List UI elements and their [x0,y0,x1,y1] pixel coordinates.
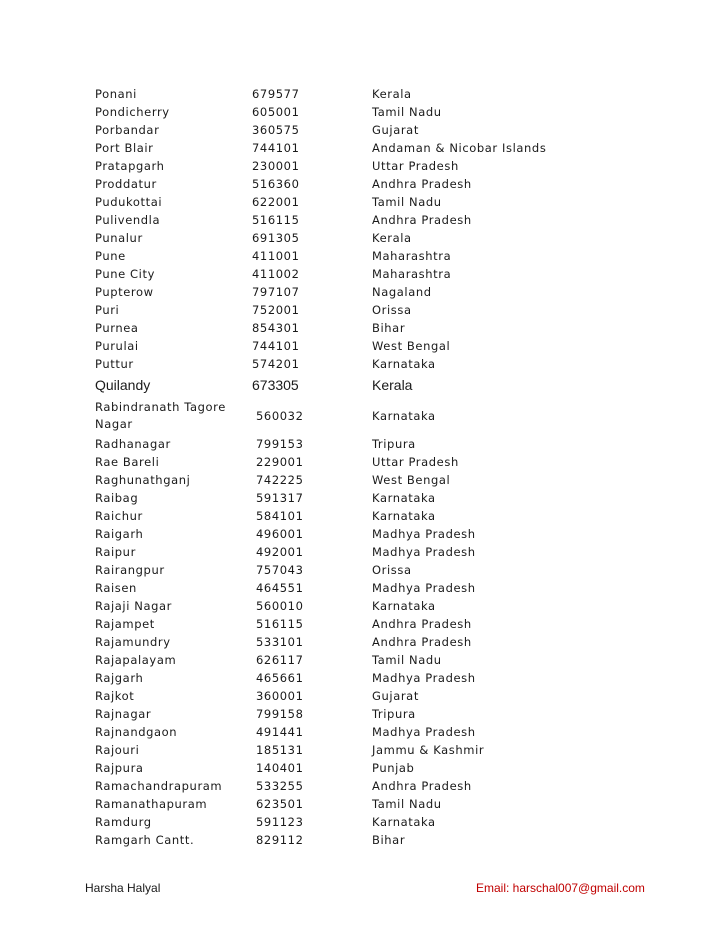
pincode-cell: 679577 [252,87,300,101]
table-row [95,615,632,633]
state-cell: Karnataka [372,491,436,505]
table-row [95,85,632,103]
table-row [95,193,632,211]
table-row [95,489,632,507]
city-cell: Ramgarh Cantt. [95,833,195,847]
pincode-cell: 411001 [252,249,300,263]
city-cell: Proddatur [95,177,157,191]
pincode-cell: 574201 [252,357,300,371]
table-row [95,777,632,795]
state-cell: Karnataka [372,815,436,829]
city-cell: Pratapgarh [95,159,165,173]
pincode-cell: 464551 [256,581,304,595]
state-cell: Orissa [372,563,412,577]
pincode-cell: 752001 [252,303,300,317]
table-row [95,813,632,831]
table-row [95,561,632,579]
state-cell: Maharashtra [372,267,452,281]
state-cell: Orissa [372,303,412,317]
state-cell: Tripura [372,707,416,721]
pincode-cell: 465661 [256,671,304,685]
state-cell: Punjab [372,761,415,775]
table-row [95,507,632,525]
state-cell: Andaman & Nicobar Islands [372,141,547,155]
city-cell: Raichur [95,509,143,523]
table-row [95,157,632,175]
city-cell: Rajaji Nagar [95,599,172,613]
city-cell: Port Blair [95,141,154,155]
pincode-cell: 229001 [256,455,304,469]
pincode-cell: 744101 [252,339,300,353]
pincode-cell: 854301 [252,321,300,335]
table-row [95,633,632,651]
city-cell: Rajampet [95,617,155,631]
state-cell: Madhya Pradesh [372,671,476,685]
state-cell: Karnataka [372,408,436,423]
city-cell: Punalur [95,231,143,245]
table-row [95,651,632,669]
table-row [95,435,632,453]
pincode-cell: 757043 [256,563,304,577]
city-cell: Rae Bareli [95,455,160,469]
state-cell: Jammu & Kashmir [372,743,485,757]
table-row [95,355,632,373]
city-cell: Raigarh [95,527,144,541]
table-row [95,705,632,723]
pincode-cell: 591123 [256,815,304,829]
state-cell: Karnataka [372,357,436,371]
city-cell: Pune [95,249,126,263]
table-row [95,723,632,741]
table-row [95,103,632,121]
city-cell: Rajnagar [95,707,152,721]
city-cell: Rairangpur [95,563,165,577]
state-cell: Kerala [372,231,412,245]
pincode-cell: 605001 [252,105,300,119]
city-cell: Quilandy [95,377,151,393]
pincode-cell: 799158 [256,707,304,721]
city-cell: Porbandar [95,123,160,137]
city-cell: Raipur [95,545,136,559]
city-cell: Ponani [95,87,137,101]
state-cell: Andhra Pradesh [372,779,472,793]
state-cell: Karnataka [372,599,436,613]
state-cell: Madhya Pradesh [372,581,476,595]
state-cell: Andhra Pradesh [372,617,472,631]
pincode-cell: 622001 [252,195,300,209]
state-cell: Gujarat [372,689,419,703]
state-cell: Tamil Nadu [372,195,442,209]
city-cell: Pulivendla [95,213,161,227]
state-cell: Uttar Pradesh [372,455,459,469]
city-cell: Raisen [95,581,137,595]
pincode-cell: 491441 [256,725,304,739]
city-cell: Rajnandgaon [95,725,178,739]
pincode-cell: 516115 [252,213,300,227]
city-cell: Purnea [95,321,139,335]
city-cell: Raghunathganj [95,473,191,487]
table-row [95,543,632,561]
state-cell: Gujarat [372,123,419,137]
table-row [95,139,632,157]
state-cell: West Bengal [372,339,451,353]
pincode-table-body [95,85,632,849]
city-cell: Raibag [95,491,139,505]
pincode-cell: 744101 [252,141,300,155]
table-row [95,121,632,139]
pincode-cell: 673305 [252,377,299,393]
footer-author: Harsha Halyal [85,881,161,895]
pincode-cell: 560010 [256,599,304,613]
state-cell: Madhya Pradesh [372,725,476,739]
city-cell: Pune City [95,267,155,281]
table-row [95,397,632,435]
state-cell: Andhra Pradesh [372,635,472,649]
city-cell: Ramachandrapuram [95,779,223,793]
city-cell: Radhanagar [95,437,171,451]
state-cell: Tripura [372,437,416,451]
pincode-cell: 533101 [256,635,304,649]
state-cell: Kerala [372,87,412,101]
pincode-cell: 516115 [256,617,304,631]
state-cell: Uttar Pradesh [372,159,459,173]
table-row [95,597,632,615]
table-row [95,301,632,319]
city-cell: Ramanathapuram [95,797,208,811]
state-cell: Madhya Pradesh [372,527,476,541]
pincode-cell: 591317 [256,491,304,505]
table-row [95,283,632,301]
city-cell: Rajpura [95,761,144,775]
pincode-cell: 411002 [252,267,300,281]
state-cell: Tamil Nadu [372,653,442,667]
pincode-cell: 799153 [256,437,304,451]
pincode-cell: 584101 [256,509,304,523]
table-row [95,247,632,265]
pincode-cell: 626117 [256,653,304,667]
table-row [95,265,632,283]
city-cell: Rajgarh [95,671,144,685]
state-cell: Nagaland [372,285,432,299]
pincode-cell: 140401 [256,761,304,775]
state-cell: West Bengal [372,473,451,487]
pincode-cell: 797107 [252,285,300,299]
pincode-cell: 230001 [252,159,300,173]
pincode-cell: 360001 [256,689,304,703]
state-cell: Kerala [372,377,413,393]
city-cell: Pondicherry [95,105,170,119]
table-row [95,741,632,759]
city-cell: Rajapalayam [95,653,177,667]
city-cell: Ramdurg [95,815,152,829]
table-row [95,229,632,247]
state-cell: Bihar [372,833,406,847]
table-row [95,319,632,337]
pincode-table [95,85,632,849]
table-row [95,373,632,397]
city-cell: Pupterow [95,285,154,299]
city-cell: Puttur [95,357,134,371]
pincode-cell: 496001 [256,527,304,541]
table-row [95,669,632,687]
state-cell: Tamil Nadu [372,797,442,811]
city-cell: Rajamundry [95,635,171,649]
pincode-cell: 492001 [256,545,304,559]
state-cell: Madhya Pradesh [372,545,476,559]
state-cell: Andhra Pradesh [372,177,472,191]
city-cell: Rabindranath Tagore Nagar [95,400,226,431]
city-cell: Rajkot [95,689,135,703]
table-row [95,687,632,705]
pincode-cell: 360575 [252,123,300,137]
state-cell: Tamil Nadu [372,105,442,119]
pincode-cell: 742225 [256,473,304,487]
table-row [95,175,632,193]
pincode-cell: 533255 [256,779,304,793]
state-cell: Andhra Pradesh [372,213,472,227]
table-row [95,471,632,489]
city-cell: Purulai [95,339,139,353]
table-row [95,337,632,355]
footer-email: Email: harschal007@gmail.com [476,881,645,895]
pincode-cell: 691305 [252,231,300,245]
pincode-cell: 560032 [256,408,304,423]
table-row [95,759,632,777]
table-row [95,795,632,813]
state-cell: Karnataka [372,509,436,523]
table-row [95,579,632,597]
city-cell: Rajouri [95,743,140,757]
table-row [95,525,632,543]
state-cell: Maharashtra [372,249,452,263]
city-cell: Pudukottai [95,195,163,209]
table-row [95,831,632,849]
table-row [95,211,632,229]
state-cell: Bihar [372,321,406,335]
city-cell: Puri [95,303,120,317]
pincode-cell: 516360 [252,177,300,191]
pincode-cell: 623501 [256,797,304,811]
table-row [95,453,632,471]
pincode-cell: 829112 [256,833,304,847]
pincode-cell: 185131 [256,743,304,757]
